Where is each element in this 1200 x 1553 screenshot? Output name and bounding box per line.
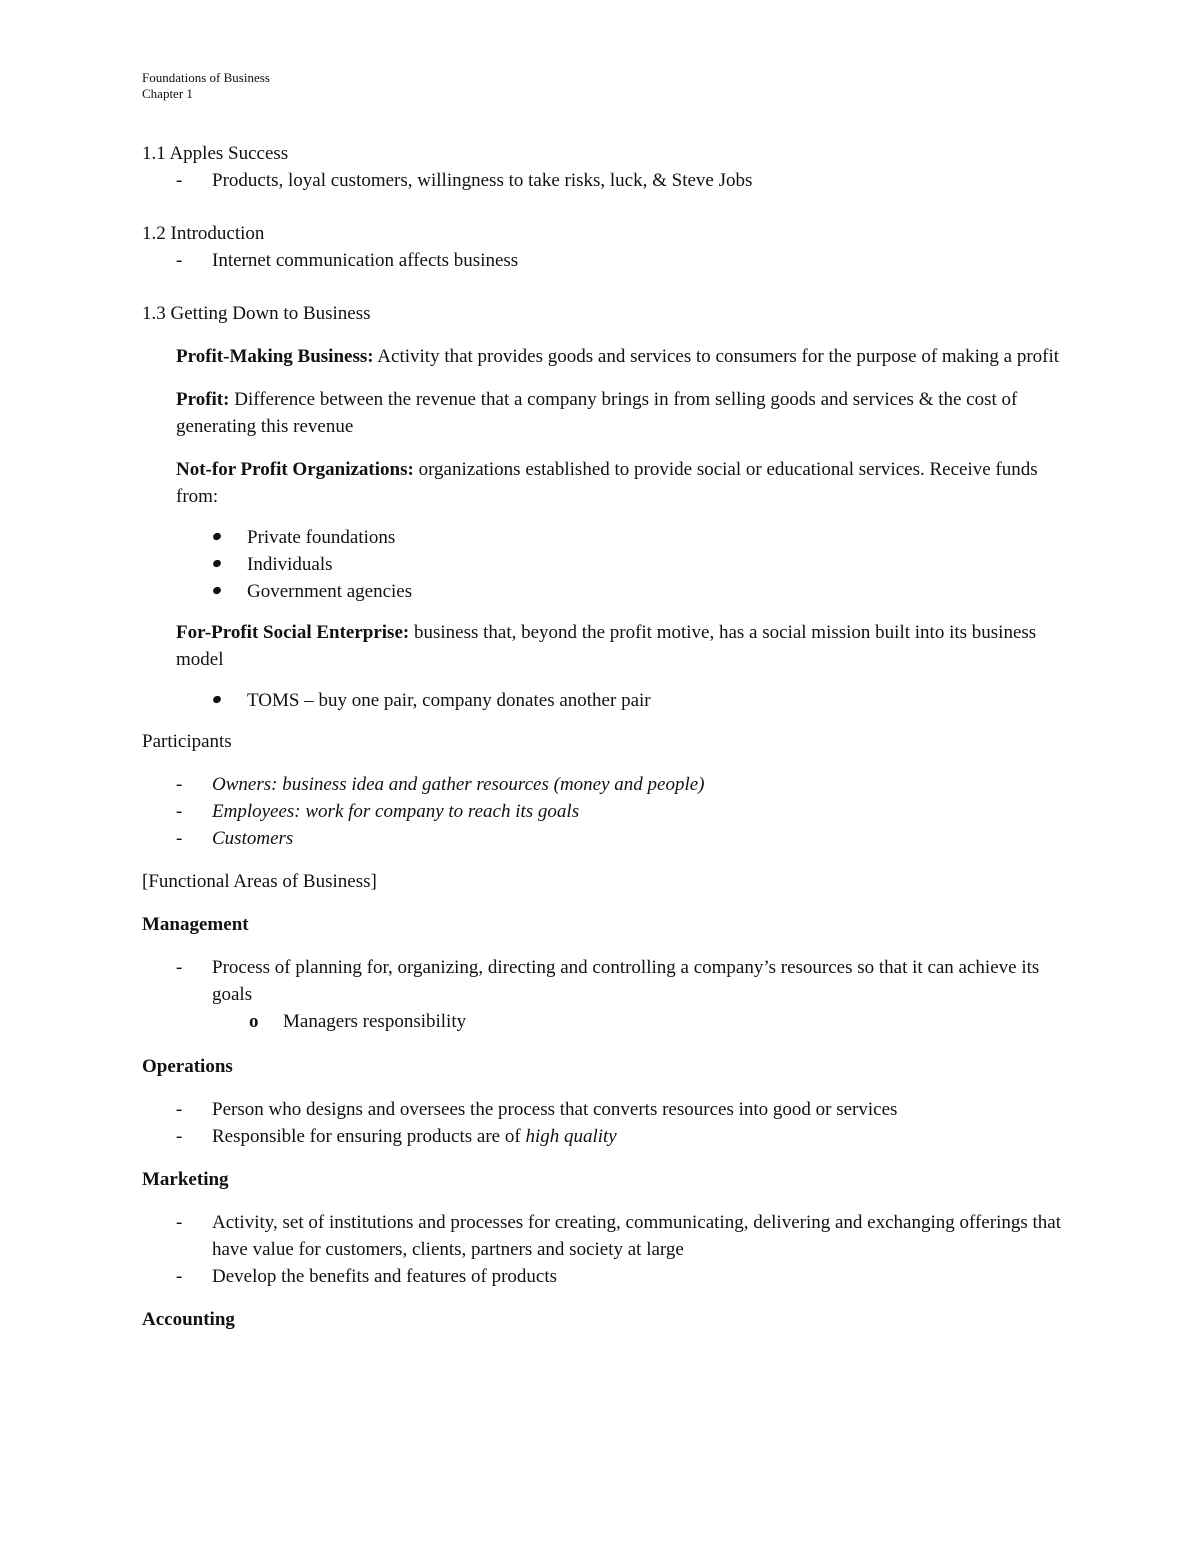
list-item: TOMS – buy one pair, company donates another pair (142, 687, 1072, 714)
term: Not-for Profit Organizations: (176, 459, 414, 480)
list-item: - Person who designs and oversees the process that converts resources into good or services (142, 1096, 1072, 1123)
definition-profit (176, 386, 1072, 440)
section-title: 1.2 Introduction (142, 223, 265, 244)
definition-text: Activity that provides goods and services to consumers for the purpose of making a profit (373, 346, 1060, 367)
dash-bullet: - (176, 250, 183, 271)
definition-profit-making-business (176, 343, 1072, 370)
management-list (142, 954, 1072, 1008)
marketing-heading: Marketing (142, 1169, 229, 1190)
accounting-heading: Accounting (142, 1309, 235, 1330)
bullet-icon (212, 559, 222, 569)
dash-bullet: - (176, 1266, 183, 1287)
definition-text: business that, beyond the profit motive, has a social mission built into its business model (176, 622, 1037, 670)
funding-sources-list (142, 524, 1072, 605)
list-item: Government agencies (142, 578, 1072, 605)
social-enterprise-examples (142, 687, 1072, 714)
dash-bullet: - (176, 774, 183, 795)
list-item: - Owners: business idea and gather resources (money and people) (142, 771, 1072, 798)
participants-list (142, 771, 1072, 852)
marketing-list (142, 1209, 1072, 1290)
dash-bullet: - (176, 957, 183, 978)
bullet-icon (212, 586, 222, 596)
sub-bullet-icon: o (249, 1011, 259, 1032)
dash-bullet: - (176, 1126, 183, 1147)
section-apples-success (142, 140, 1072, 194)
term: Profit-Making Business: (176, 346, 374, 367)
participants-heading: Participants (142, 731, 232, 752)
bullet-icon (212, 532, 222, 542)
list-item: - Employees: work for company to reach its goals (142, 798, 1072, 825)
section-introduction (142, 220, 1072, 274)
list-item: - Develop the benefits and features of products (142, 1263, 1072, 1290)
term: For-Profit Social Enterprise: (176, 622, 410, 643)
definition-text: organizations established to provide social or educational services. Receive funds from: (176, 459, 1038, 507)
chapter-label: Chapter 1 (142, 86, 193, 101)
section-title: 1.1 Apples Success (142, 143, 289, 164)
definition-for-profit-social-enterprise (176, 619, 1072, 673)
definition-text: Difference between the revenue that a company brings in from selling goods and services & the cost of generating this revenue (176, 389, 1018, 437)
definition-not-for-profit (176, 456, 1072, 510)
dash-bullet: - (176, 828, 183, 849)
section-title: 1.3 Getting Down to Business (142, 303, 371, 324)
list-item: - Products, loyal customers, willingness to take risks, luck, & Steve Jobs (142, 167, 1072, 194)
term: Profit: (176, 389, 230, 410)
list-item: - Customers (142, 825, 1072, 852)
dash-list (142, 167, 1072, 194)
list-item: Individuals (142, 551, 1072, 578)
dash-bullet: - (176, 170, 183, 191)
list-item: - Internet communication affects business (142, 247, 1072, 274)
dash-bullet: - (176, 801, 183, 822)
document-body (142, 140, 1072, 1349)
management-heading: Management (142, 914, 249, 935)
operations-list (142, 1096, 1072, 1150)
list-item: - Process of planning for, organizing, directing and controlling a company’s resources so that it can achieve its goals (142, 954, 1072, 1008)
dash-bullet: - (176, 1212, 183, 1233)
functional-areas-heading: [Functional Areas of Business] (142, 871, 377, 892)
sub-list-item: o Managers responsibility (142, 1008, 1072, 1035)
operations-heading: Operations (142, 1056, 233, 1077)
course-title: Foundations of Business (142, 70, 270, 85)
list-item: - Responsible for ensuring products are of high quality (142, 1123, 1072, 1150)
section-getting-down-to-business (142, 300, 1072, 714)
dash-list (142, 247, 1072, 274)
list-item: - Activity, set of institutions and processes for creating, communicating, delivering and exchanging offerings that have value for customers, clients, partners and society at large (142, 1209, 1072, 1263)
emphasis: high quality (525, 1126, 617, 1147)
page-header (142, 70, 270, 102)
list-item: Private foundations (142, 524, 1072, 551)
bullet-icon (212, 695, 222, 705)
dash-bullet: - (176, 1099, 183, 1120)
